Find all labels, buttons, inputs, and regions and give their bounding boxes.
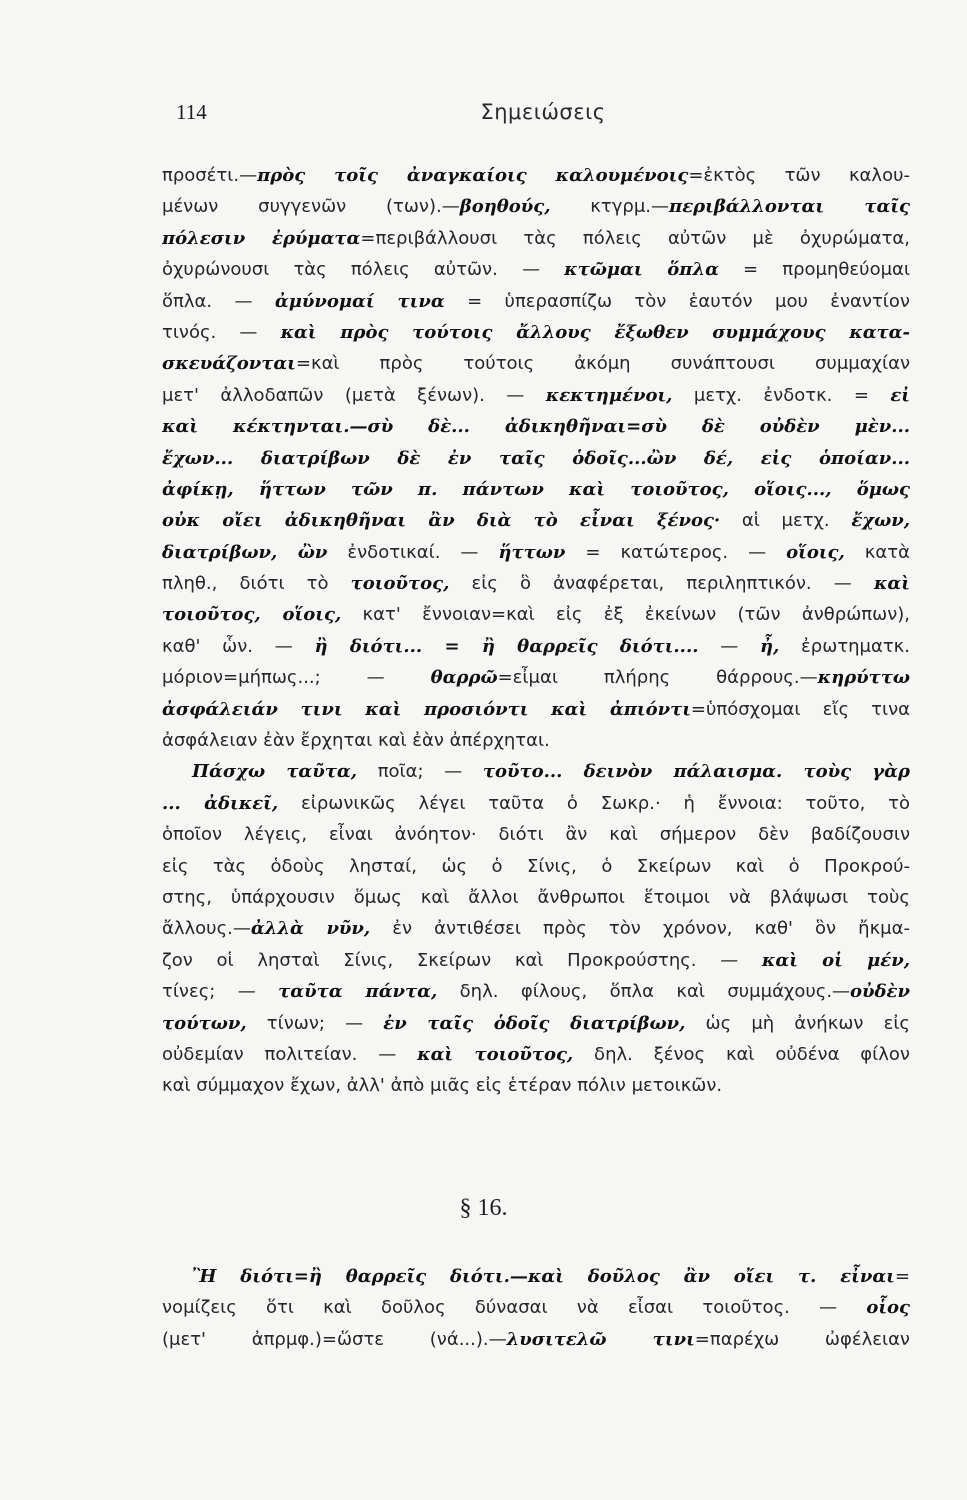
text-line: ... ἀδικεῖ, εἰρωνικῶς λέγει ταῦτα ὁ Σωκρ.· ἡ ἔννοια: τοῦτο, τὸ [162,792,910,814]
text-line: οὐκ οἴει ἀδικηθῆναι ἂν διὰ τὸ εἶναι ξένος· αἱ μετχ. ἔχων, [162,510,910,532]
text-line: (μετ' ἀπρμφ.)=ὥστε (νά...).—λυσιτελῶ τινι=παρέχω ὠφέλειαν [162,1328,910,1350]
text-line: ὁποῖον λέγεις, εἶναι ἀνόητον· διότι ἂν καὶ σήμερον δὲν βαδίζουσιν [162,824,910,846]
running-head: Σημειώσεις [480,100,606,124]
text-line: διατρίβων, ὢν ἐνδοτικαί. — ἥττων = κατώτερος. — οἵοις, κατὰ [162,541,910,563]
text-line: εἰς τὰς ὁδοὺς λησταί, ὡς ὁ Σίνις, ὁ Σκείρων καὶ ὁ Προκρού- [162,855,910,877]
text-line: ζον οἱ λησταὶ Σίνις, Σκείρων καὶ Προκρούστης. — καὶ οἱ μέν, [162,949,910,971]
text-line: προσέτι.—πρὸς τοῖς ἀναγκαίοις καλουμένοις=ἐκτὸς τῶν καλου- [162,165,910,186]
text-line: ὀχυρώνουσι τὰς πόλεις αὐτῶν. — κτῶμαι ὅπλα = προμηθεύομαι [162,259,910,281]
text-line: τίνες; — ταῦτα πάντα, δηλ. φίλους, ὅπλα καὶ συμμάχους.—οὐδὲν [162,981,910,1003]
text-line: ὅπλα. — ἀμύνομαί τινα = ὑπερασπίζω τὸν ἑαυτόν μου ἐναντίον [162,290,910,312]
text-line: μένων συγγενῶν (των).—βοηθούς, κτγρμ.—περιβάλλονται ταῖς [162,196,910,218]
text-line: ἀσφάλειαν ἐὰν ἔρχηται καὶ ἐὰν ἀπέρχηται. [162,730,550,752]
text-line: μόριον=μήπως...; — θαρρῶ=εἶμαι πλήρης θάρρους.—κηρύττω [162,667,910,689]
page-number: 114 [176,100,207,124]
text-line: οὐδεμίαν πολιτείαν. — καὶ τοιοῦτος, δηλ. ξένος καὶ οὐδένα φίλον [162,1043,910,1065]
text-line: καὶ κέκτηνται.—σὺ δὲ... ἀδικηθῆναι=σὺ δὲ οὐδὲν μὲν... [162,416,910,438]
text-line: ἄλλους.—ἀλλὰ νῦν, ἐν ἀντιθέσει πρὸς τὸν χρόνον, καθ' ὃν ἤκμα- [162,918,910,940]
text-line: νομίζεις ὅτι καὶ δοῦλος δύνασαι νὰ εἶσαι τοιοῦτος. — οἷος [162,1297,910,1319]
text-line: πληθ., διότι τὸ τοιοῦτος, εἰς ὃ ἀναφέρεται, περιληπτικόν. — καὶ [162,573,910,595]
text-line: τινός. — καὶ πρὸς τούτοις ἄλλους ἔξωθεν συμμάχους κατα- [162,321,910,343]
text-line: στης, ὑπάρχουσιν ὅμως καὶ ἄλλοι ἄνθρωποι ἕτοιμοι νὰ βλάψωσι τοὺς [162,886,910,908]
text-line: μετ' ἀλλοδαπῶν (μετὰ ξένων). — κεκτημένοι, μετχ. ἐνδοτκ. = εἰ [162,384,910,406]
text-line: ἀσφάλειάν τινι καὶ προσιόντι καὶ ἀπιόντι=ὑπόσχομαι εἴς τινα [162,698,910,720]
section-heading: § 16. [459,1195,508,1221]
text-line: πόλεσιν ἐρύματα=περιβάλλουσι τὰς πόλεις αὐτῶν μὲ ὀχυρώματα, [162,227,910,249]
text-line: Ἢ διότι=ἢ θαρρεῖς διότι.—καὶ δοῦλος ἂν οἴει τ. εἶναι= [192,1266,910,1287]
text-line: ἀφίκῃ, ἥττων τῶν π. πάντων καὶ τοιοῦτος, οἵοις..., ὅμως [162,478,910,500]
section-body [162,1261,910,1355]
text-line: ἔχων... διατρίβων δὲ ἐν ταῖς ὁδοῖς...ὢν δέ, εἰς ὁποίαν... [162,447,910,469]
text-line: τούτων, τίνων; — ἐν ταῖς ὁδοῖς διατρίβων, ὡς μὴ ἀνήκων εἰς [162,1012,910,1034]
text-line: καὶ σύμμαχον ἔχων, ἀλλ' ἀπὸ μιᾶς εἰς ἑτέραν πόλιν μετοικῶν. [162,1075,723,1097]
text-line: καθ' ὧν. — ἢ διότι... = ἢ θαρρεῖς διότι.... — ἦ, ἐρωτηματκ. [162,635,910,657]
text-line: σκευάζονται=καὶ πρὸς τούτοις ἀκόμη συνάπτουσι συμμαχίαν [162,353,910,375]
text-line: τοιοῦτος, οἵοις, κατ' ἔννοιαν=καὶ εἰς ἐξ ἐκείνων (τῶν ἀνθρώπων), [162,604,910,626]
text-line: Πάσχω ταῦτα, ποῖα; — τοῦτο... δεινὸν πάλαισμα. τοὺς γὰρ [192,761,910,783]
notes-body [162,160,910,1102]
page-header [176,100,910,132]
